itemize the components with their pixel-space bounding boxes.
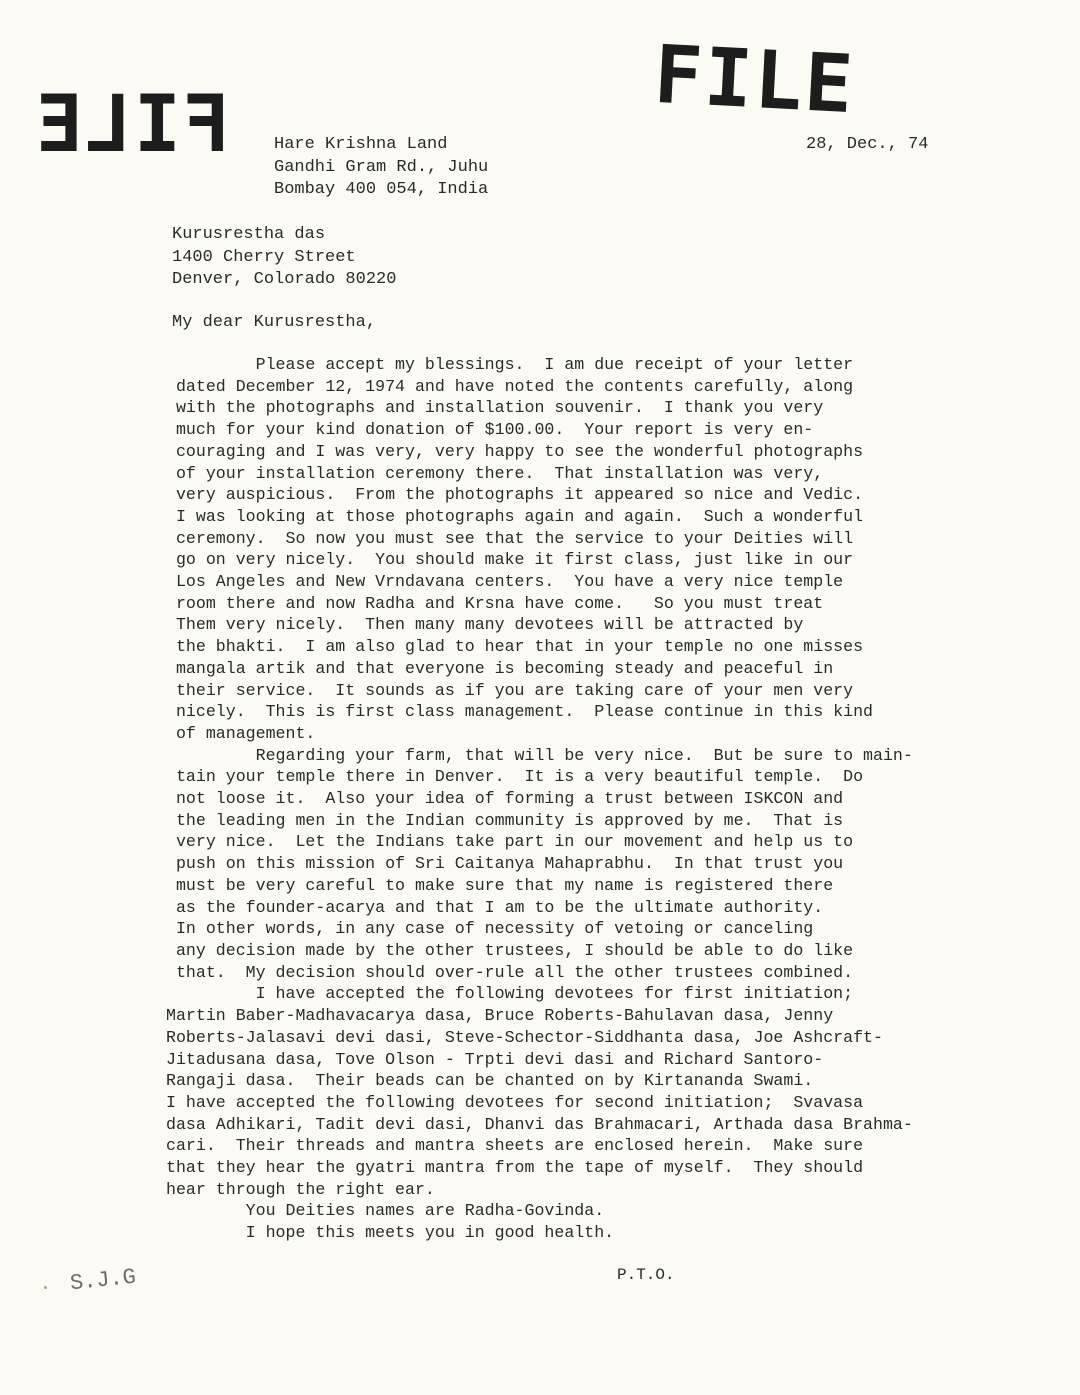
body-line: not loose it. Also your idea of forming a trust between ISKCON and (166, 789, 844, 809)
letter-date: 28, Dec., 74 (806, 135, 929, 154)
margin-handwritten-mark: S.J.G (68, 1264, 138, 1297)
sender-line-1: Hare Krishna Land (274, 135, 448, 154)
body-line: hear through the right ear. (166, 1179, 435, 1199)
recipient-address (172, 224, 396, 292)
body-line: couraging and I was very, very happy to see the wonderful photographs (166, 441, 864, 461)
body-line: the leading men in the Indian community is approved by me. That is (166, 810, 844, 830)
body-line: tain your temple there in Denver. It is a very beautiful temple. Do (166, 767, 864, 787)
body-line: their service. It sounds as if you are taking care of your men very (166, 680, 854, 700)
body-line: You Deities names are Radha-Govinda. (166, 1201, 605, 1221)
page-turn-note: P.T.O. (617, 1266, 675, 1284)
body-line: dated December 12, 1974 and have noted the contents carefully, along (166, 376, 854, 396)
sender-line-3: Bombay 400 054, India (274, 180, 489, 199)
body-line: very auspicious. From the photographs it appeared so nice and Vedic. (166, 485, 864, 505)
body-line: Please accept my blessings. I am due receipt of your letter (166, 355, 854, 374)
body-line: any decision made by the other trustees, I should be able to do like (166, 940, 854, 960)
body-line: room there and now Radha and Krsna have come. So you must treat (166, 593, 824, 613)
body-line: as the founder-acarya and that I am to be the ultimate authority. (166, 897, 824, 917)
body-line: that they hear the gyatri mantra from the tape of myself. They should (166, 1158, 864, 1178)
body-line: I have accepted the following devotees for first initiation; (166, 984, 854, 1004)
file-stamp-mirrored: FILE (34, 80, 230, 170)
salutation: My dear Kurusrestha, (172, 313, 377, 332)
body-line: I was looking at those photographs again and again. Such a wonderful (166, 506, 864, 526)
recipient-line-3: Denver, Colorado 80220 (172, 270, 397, 289)
body-line: dasa Adhikari, Tadit devi dasi, Dhanvi das Brahmacari, Arthada dasa Brahma- (166, 1114, 913, 1134)
body-line: must be very careful to make sure that my name is registered there (166, 875, 834, 895)
body-line: I have accepted the following devotees for second initiation; Svavasa (166, 1092, 864, 1112)
recipient-line-2: 1400 Cherry Street (172, 247, 356, 267)
body-line: I hope this meets you in good health. (166, 1223, 615, 1243)
body-line: very nice. Let the Indians take part in our movement and help us to (166, 832, 854, 852)
body-line: that. My decision should over-rule all the other trustees combined. (166, 962, 854, 982)
body-line: mangala artik and that everyone is becoming steady and peaceful in (166, 658, 834, 678)
ink-speck (44, 1286, 47, 1289)
body-line: with the photographs and installation souvenir. I thank you very (166, 398, 824, 418)
sender-address (274, 134, 488, 202)
sender-line-2: Gandhi Gram Rd., Juhu (274, 157, 489, 177)
body-line: Them very nicely. Then many many devotees will be attracted by (166, 615, 804, 635)
body-line: cari. Their threads and mantra sheets are enclosed herein. Make sure (166, 1136, 864, 1156)
body-line: Martin Baber-Madhavacarya dasa, Bruce Roberts-Bahulavan dasa, Jenny (166, 1006, 834, 1026)
file-stamp: FILE (651, 27, 857, 132)
body-line: Roberts-Jalasavi devi dasi, Steve-Schector-Siddhanta dasa, Joe Ashcraft- (166, 1027, 883, 1047)
body-line: of management. (166, 723, 316, 743)
body-line: the bhakti. I am also glad to hear that in your temple no one misses (166, 637, 864, 657)
body-line: push on this mission of Sri Caitanya Mahaprabhu. In that trust you (166, 854, 844, 874)
body-line: nicely. This is first class management. Please continue in this kind (166, 702, 874, 722)
body-line: Los Angeles and New Vrndavana centers. You have a very nice temple (166, 572, 844, 592)
body-line: much for your kind donation of $100.00. Your report is very en- (166, 420, 814, 440)
body-line: Jitadusana dasa, Tove Olson - Trpti devi dasi and Richard Santoro- (166, 1049, 824, 1069)
body-line: go on very nicely. You should make it first class, just like in our (166, 550, 854, 570)
body-line: Rangaji dasa. Their beads can be chanted on by Kirtananda Swami. (166, 1071, 814, 1091)
body-line: ceremony. So now you must see that the service to your Deities will (166, 528, 854, 548)
recipient-line-1: Kurusrestha das (172, 225, 326, 244)
body-line: In other words, in any case of necessity of vetoing or canceling (166, 919, 814, 939)
letter-body (166, 354, 996, 1244)
body-line: Regarding your farm, that will be very nice. But be sure to main- (166, 745, 913, 765)
body-line: of your installation ceremony there. That installation was very, (166, 463, 824, 483)
